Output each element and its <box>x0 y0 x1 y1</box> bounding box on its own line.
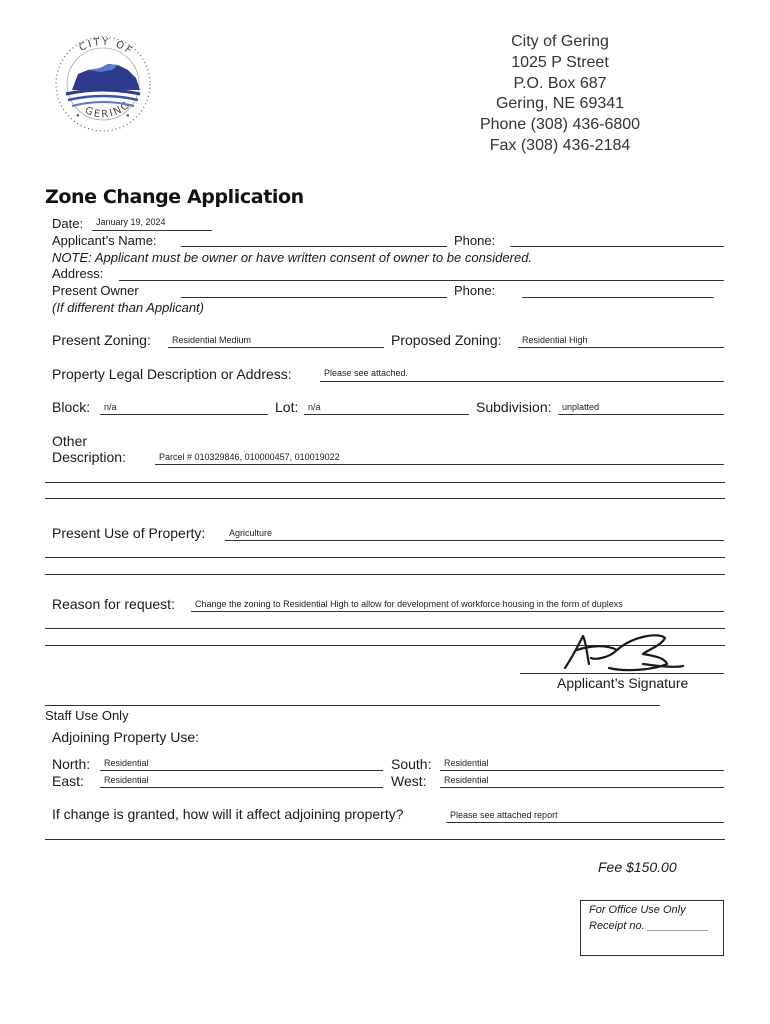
lot-field[interactable] <box>304 399 469 415</box>
subdivision-field[interactable] <box>558 399 724 415</box>
adjoining-label: Adjoining Property Use: <box>52 729 200 745</box>
block-label: Block: <box>52 399 91 415</box>
svg-text:●: ● <box>76 113 80 119</box>
applicant-phone-field[interactable] <box>510 232 724 247</box>
effect-field[interactable] <box>446 807 724 823</box>
signature-label: Applicant’s Signature <box>557 675 689 691</box>
north-field[interactable] <box>100 756 383 771</box>
west-label: West: <box>391 773 427 789</box>
other-description-value: Parcel # 010329846, 010000457, 010019022 <box>159 452 340 462</box>
other-description-field[interactable] <box>155 450 724 465</box>
address-label: Address: <box>52 266 104 281</box>
subdivision-label: Subdivision: <box>476 399 552 415</box>
lot-label: Lot: <box>275 399 299 415</box>
present-use-value: Agriculture <box>229 528 273 538</box>
address-line-6: Fax (308) 436-2184 <box>489 136 631 154</box>
legal-description-label: Property Legal Description or Address: <box>52 366 292 382</box>
east-value: Residential <box>104 775 149 785</box>
applicant-name-field[interactable] <box>181 232 447 247</box>
east-field[interactable] <box>100 773 383 788</box>
address-line-2: 1025 P Street <box>511 53 609 71</box>
applicant-phone-label: Phone: <box>454 233 496 248</box>
east-label: East: <box>52 773 84 789</box>
applicant-name-label: Applicant’s Name: <box>52 233 157 248</box>
staff-divider <box>45 705 660 706</box>
present-use-line-2[interactable] <box>45 557 725 558</box>
north-value: Residential <box>104 758 149 768</box>
subdivision-value: unplatted <box>562 402 600 412</box>
address-line-3: P.O. Box 687 <box>513 74 607 92</box>
address-line-1: City of Gering <box>511 33 609 50</box>
logo-bottom-text: GERING <box>83 98 134 121</box>
north-label: North: <box>52 756 91 772</box>
present-zoning-label: Present Zoning: <box>52 332 151 348</box>
fee-label: Fee $150.00 <box>598 859 677 875</box>
logo-top-text: CITY OF <box>77 36 136 58</box>
present-use-label: Present Use of Property: <box>52 525 206 541</box>
signature-line[interactable] <box>520 673 724 674</box>
proposed-zoning-value: Residential High <box>522 335 588 345</box>
receipt-label[interactable]: Receipt no. __________ <box>589 920 709 932</box>
form-title: Zone Change Application <box>45 186 304 208</box>
date-label: Date: <box>52 216 84 231</box>
svg-text:●: ● <box>126 113 130 119</box>
block-value: n/a <box>104 402 117 412</box>
reason-value: Change the zoning to Residential High to allow for development of workforce housing in the form of duplexs <box>195 599 623 609</box>
address-line-5: Phone (308) 436-6800 <box>479 116 641 134</box>
effect-label: If change is granted, how will it affect adjoining property? <box>52 806 404 822</box>
address-line-4: Gering, NE 69341 <box>495 95 625 113</box>
present-use-line-3[interactable] <box>45 574 725 575</box>
if-different-label: (If different than Applicant) <box>52 300 204 315</box>
description-line-3[interactable] <box>45 498 725 499</box>
south-field[interactable] <box>440 756 724 771</box>
applicant-signature-image <box>555 628 690 676</box>
date-field[interactable] <box>92 216 212 231</box>
staff-use-heading: Staff Use Only <box>45 708 129 723</box>
svg-text:CITY OF <box>77 37 135 58</box>
south-label: South: <box>391 756 432 772</box>
west-value: Residential <box>444 775 489 785</box>
legal-description-value: Please see attached. <box>324 368 409 378</box>
reason-field[interactable] <box>191 596 724 612</box>
lot-value: n/a <box>308 402 321 412</box>
present-zoning-value: Residential Medium <box>172 335 252 345</box>
owner-phone-field[interactable] <box>522 283 714 298</box>
block-field[interactable] <box>100 399 268 415</box>
effect-line-2[interactable] <box>45 839 725 840</box>
proposed-zoning-field[interactable] <box>518 333 724 348</box>
west-field[interactable] <box>440 773 724 788</box>
present-owner-label: Present Owner <box>52 283 139 298</box>
city-address-block <box>455 32 665 157</box>
office-use-label: For Office Use Only <box>589 904 686 916</box>
present-zoning-field[interactable] <box>168 333 384 348</box>
ownership-note: NOTE: Applicant must be owner or have written consent of owner to be considered. <box>52 250 533 265</box>
present-use-field[interactable] <box>225 526 724 541</box>
other-label: Other <box>52 433 88 449</box>
description-line-2[interactable] <box>45 482 725 483</box>
reason-label: Reason for request: <box>52 596 175 612</box>
legal-description-field[interactable] <box>320 366 724 382</box>
south-value: Residential <box>444 758 489 768</box>
city-logo <box>48 34 158 134</box>
owner-phone-label: Phone: <box>454 283 496 298</box>
date-value: January 19, 2024 <box>96 217 166 227</box>
address-field[interactable] <box>119 266 724 281</box>
description-label: Description: <box>52 449 126 465</box>
office-use-box <box>580 900 724 956</box>
present-owner-field[interactable] <box>181 283 447 298</box>
effect-value: Please see attached report <box>450 810 558 820</box>
proposed-zoning-label: Proposed Zoning: <box>391 332 502 348</box>
